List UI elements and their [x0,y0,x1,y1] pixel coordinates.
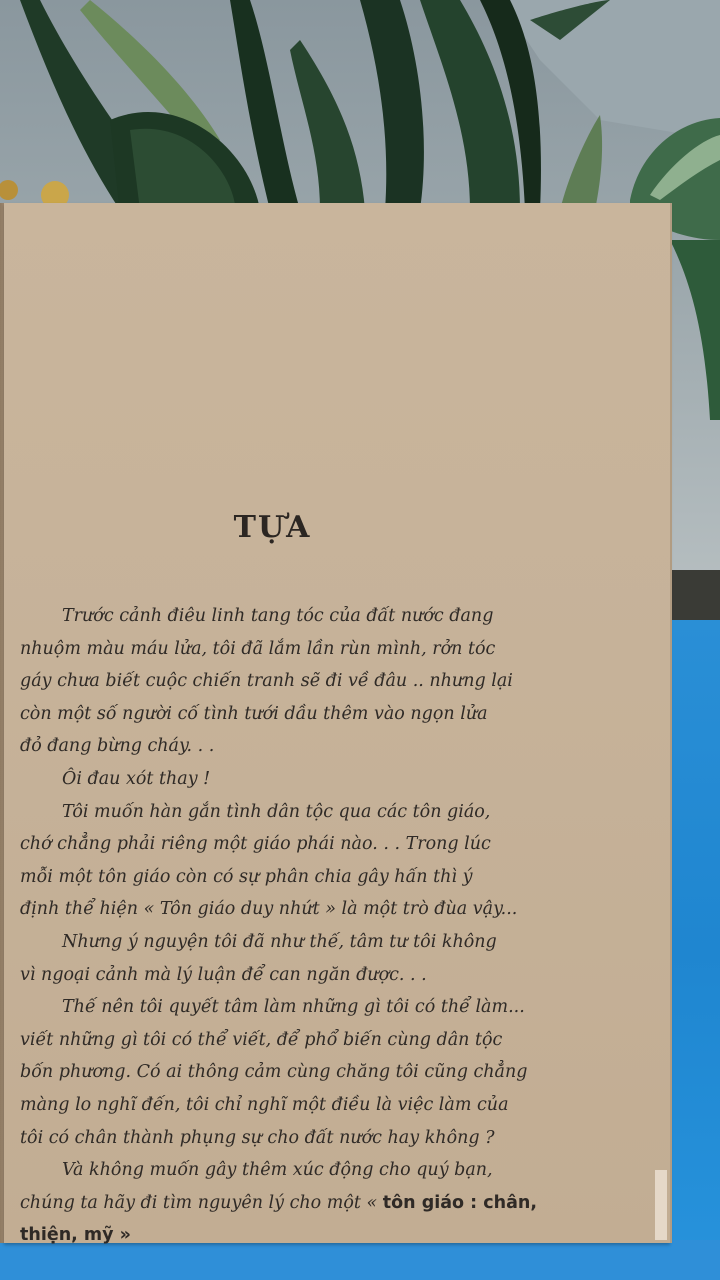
text-line: tôi có chân thành phụng sự cho đất nước hay không ? [20,1127,495,1148]
text-line: viết những gì tôi có thể viết, để phổ biến cùng dân tộc [20,1029,503,1050]
bold-phrase: thiện, mỹ » [20,1225,131,1246]
text-line: Và không muốn gây thêm xúc động cho quý bạn, [62,1160,493,1181]
page-title: TỰA [233,510,312,545]
page-tear [655,1170,667,1240]
text-line: Ôi đau xót thay ! [62,768,211,789]
text-line: Thế nên tôi quyết tâm làm những gì tôi có thể làm... [62,997,525,1018]
text-line: vì ngoại cảnh mà lý luận để can ngăn được. . . [20,964,427,985]
text-line: chúng ta hãy đi tìm nguyên lý cho một « [20,1192,378,1213]
text-line: mỗi một tôn giáo còn có sự phân chia gây hấn thì ý [20,866,473,887]
text-line: đỏ đang bừng cháy. . . [20,736,215,757]
text-line-mixed [20,1187,540,1220]
bold-phrase: tôn giáo : chân, [382,1192,537,1213]
text-line: Trước cảnh điêu linh tang tóc của đất nước đang [62,606,494,626]
text-line: bốn phương. Có ai thông cảm cùng chăng tôi cũng chẳng [20,1062,528,1083]
text-line: chớ chẳng phải riêng một giáo phái nào. . . Trong lúc [20,834,491,855]
text-line: màng lo nghĩ đến, tôi chỉ nghĩ một điều là việc làm của [20,1094,509,1115]
text-line: Nhưng ý nguyện tôi đã như thế, tâm tư tôi không [62,931,497,952]
text-line: nhuộm màu máu lửa, tôi đã lắm lần rùn mình, rởn tóc [20,638,496,659]
text-line: Tôi muốn hàn gắn tình dân tộc qua các tôn giáo, [62,801,491,822]
text-line: gáy chưa biết cuộc chiến tranh sẽ đi về đâu .. nhưng lại [20,671,513,692]
text-line: định thể hiện « Tôn giáo duy nhứt » là một trò đùa vậy... [20,899,518,920]
preface-body [20,600,540,1252]
text-line: còn một số người cố tình tưới dầu thêm vào ngọn lửa [20,703,488,724]
